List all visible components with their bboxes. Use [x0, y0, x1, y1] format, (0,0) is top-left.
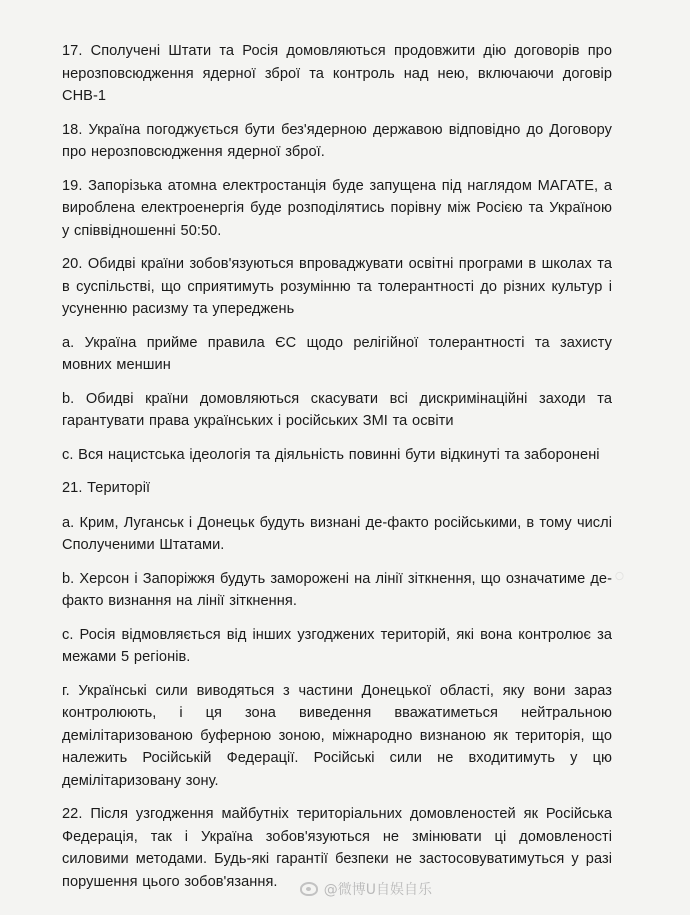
paragraph-20-c: с. Вся нацистська ідеологія та діяльність повинні бути відкинуті та заборонені: [62, 446, 600, 463]
watermark: [300, 879, 432, 899]
paragraph-22: 22. Після узгодження майбутніх територіальних домовленостей як Російська Федерація, так і Україна зобов'язуються не змінювати ці домовленості силовими методами. Будь-які гарантії безпеки не застосовуватимуться у разі порушення цього зобов'язання.: [62, 806, 612, 890]
watermark-text: @微博U自娱自乐: [323, 882, 432, 898]
paragraph-19: 19. Запорізька атомна електростанція буде запущена під наглядом МАГАТЕ, а вироблена електроенергія буде розподілятись порівну між Росією та Україною у співвідношенні 50:50.: [62, 177, 612, 239]
paragraph-21-heading: 21. Території: [62, 480, 151, 496]
paragraph-17: 17. Сполучені Штати та Росія домовляються продовжити дію договорів про нерозповсюдження ядерної зброї та контроль над нею, включаючи договір СНВ-1: [62, 43, 612, 104]
paragraph-21-b: b. Херсон і Запоріжжя будуть заморожені на лінії зіткнення, що означатиме де-факто визнання на лінії зіткнення.: [62, 570, 612, 609]
paragraph-21-g: г. Українські сили виводяться з частини Донецької області, яку вони зараз контролюють, і ця зона виведення вважатиметься нейтральною демілітаризованою буферною зоною, міжнародно визнаною як територія, що належить Російській Федерації. Російські сили не входитимуть у цю демілітаризовану зону.: [62, 682, 612, 789]
paragraph-21-a: а. Крим, Луганськ і Донецьк будуть визнані де-факто російськими, в тому числі Сполученими Штатами.: [62, 514, 612, 553]
paragraph-21-c: с. Росія відмовляється від інших узгоджених територій, які вона контролює за межами 5 регіонів.: [62, 626, 612, 665]
document-body: [62, 40, 612, 904]
weibo-icon: [300, 882, 318, 896]
paragraph-20-b: b. Обидві країни домовляються скасувати всі дискримінаційні заходи та гарантувати права українських і російських ЗМІ та освіти: [62, 390, 612, 429]
paragraph-20-a: а. Україна прийме правила ЄС щодо релігійної толерантності та захисту мовних меншин: [62, 334, 612, 373]
paragraph-20: 20. Обидві країни зобов'язуються впроваджувати освітні програми в школах та в суспільстві, що сприятимуть розумінню та толерантності до різних культур і усуненню расизму та упереджень: [62, 256, 612, 317]
faint-background-mark: ◦: [602, 560, 639, 593]
paragraph-18: 18. Україна погоджується бути без'ядерною державою відповідно до Договору про нерозповсюдження ядерної зброї.: [62, 121, 612, 160]
